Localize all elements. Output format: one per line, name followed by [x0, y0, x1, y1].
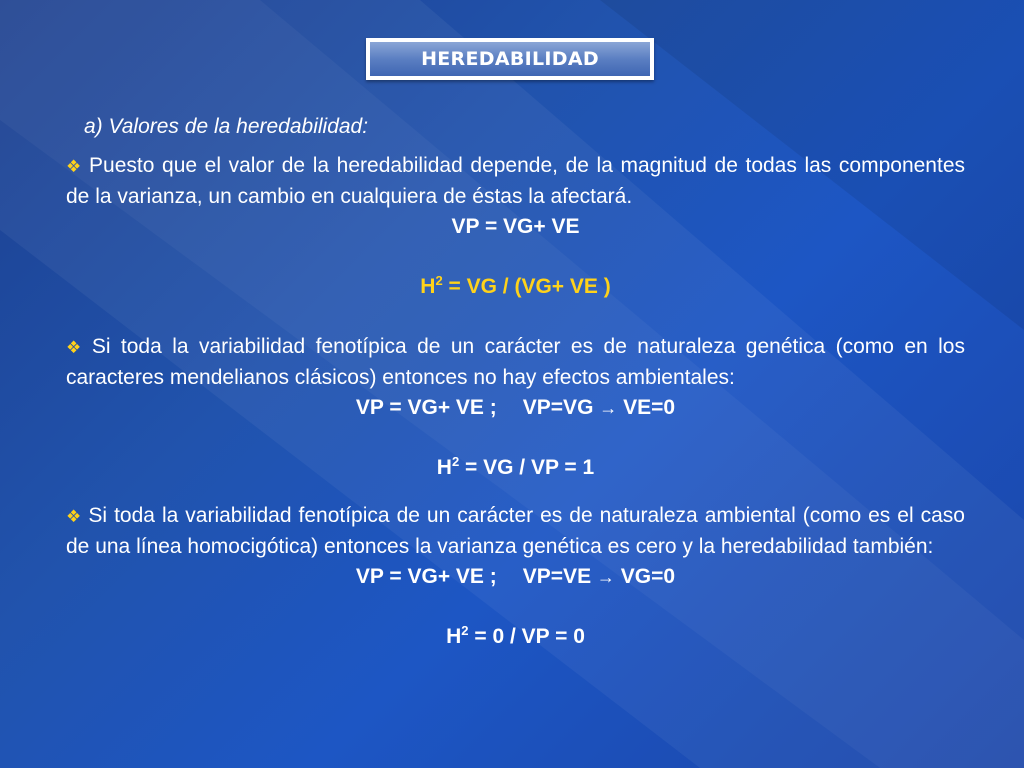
diamond-bullet-icon: ❖	[66, 157, 84, 176]
paragraph-text: Si toda la variabilidad fenotípica de un carácter es de naturaleza genética (como en los caracteres mendelianos clásicos) entonces no hay efectos ambientales:	[66, 335, 965, 389]
equation-h2-genetic: $H^2$ = VG / VP = 1	[436, 454, 595, 479]
diamond-bullet-icon: ❖	[66, 338, 86, 357]
title-box	[366, 38, 654, 80]
paragraph-text: Si toda la variabilidad fenotípica de un carácter es de naturaleza ambiental (como es el caso de una línea homocigótica) entonces la varianza genética es cero y la heredabilidad también:	[66, 504, 965, 558]
bullet-paragraph-2	[66, 332, 965, 393]
section-subtitle: a) Valores de la heredabilidad:	[84, 115, 369, 138]
equation-h2: $H^2$ = VG / (VG+ VE )	[420, 273, 611, 298]
paragraph-text: Puesto que el valor de la heredabilidad depende, de la magnitud de todas las componentes de la varianza, un cambio en cualquiera de éstas la afectará.	[66, 154, 966, 208]
bullet-paragraph-3	[66, 501, 965, 562]
arrow-right-icon: →	[599, 398, 618, 418]
equation-h2-environmental: $H^2 = 0$ / VP = 0	[446, 623, 585, 648]
bullet-paragraph-1	[66, 151, 965, 212]
equation-environmental: VP = VG+ VE ; VP=VE → VG=0	[355, 565, 676, 588]
equation-genetic: VP = VG+ VE ; VP=VG → VE=0	[355, 396, 676, 419]
slide-content	[66, 112, 965, 652]
equation-vp: VP = VG+ VE	[451, 215, 580, 238]
arrow-right-icon: →	[596, 567, 615, 587]
diamond-bullet-icon: ❖	[66, 507, 83, 526]
slide-title: HEREDABILIDAD	[370, 42, 650, 76]
